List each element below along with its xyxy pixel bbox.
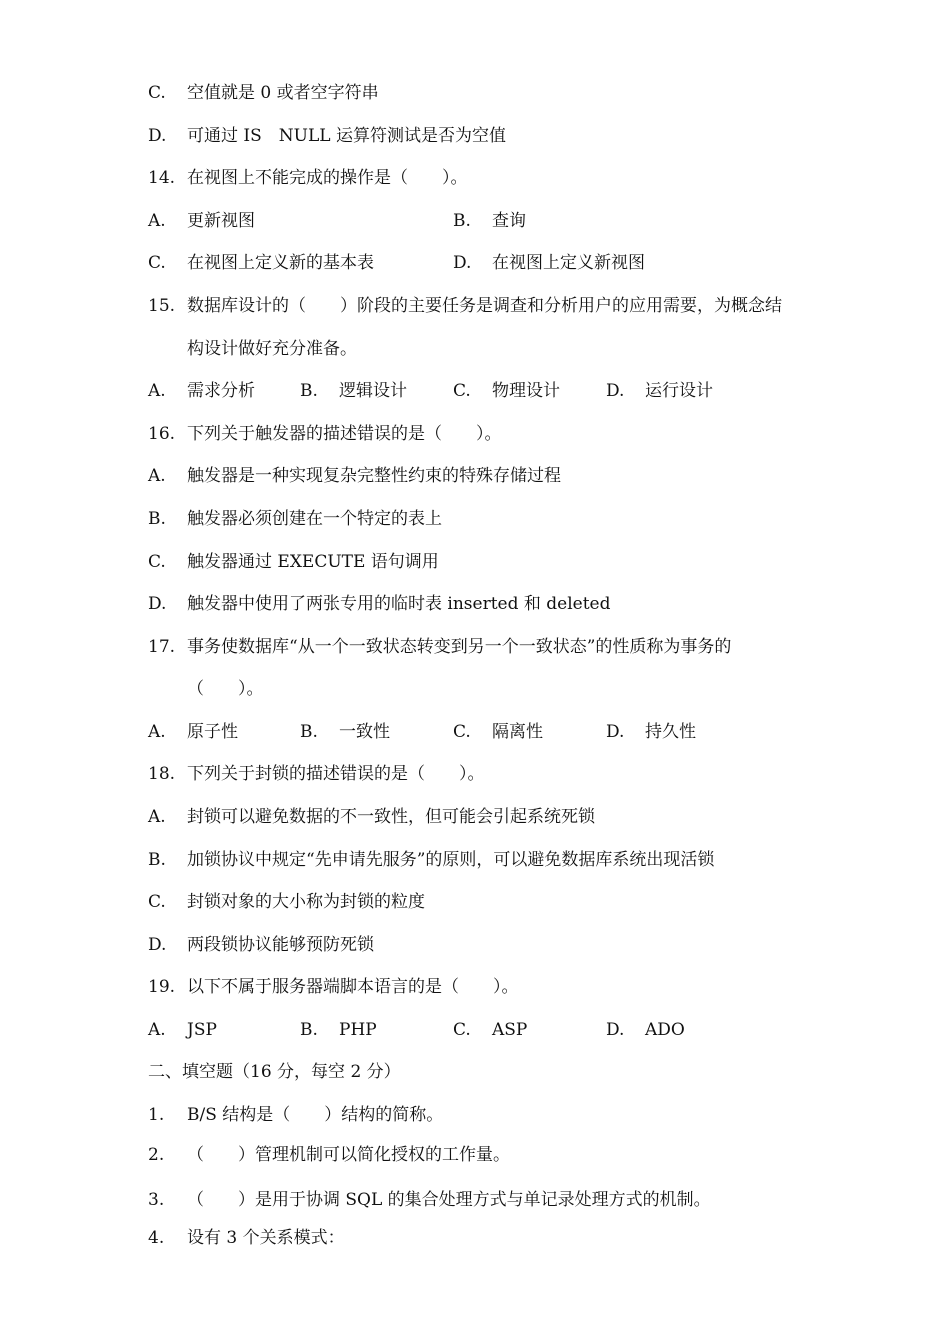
option-text: 封锁对象的大小称为封锁的粒度 — [187, 892, 425, 912]
option-text: 原子性 — [187, 722, 238, 742]
fill-item-1 — [148, 1104, 443, 1126]
question-stem: 下列关于触发器的描述错误的是（ ）。 — [187, 424, 502, 444]
question-stem-continued: 构设计做好充分准备。 — [187, 339, 357, 359]
option-text: 触发器是一种实现复杂完整性约束的特殊存储过程 — [187, 466, 561, 486]
option-label: B. — [300, 381, 318, 401]
option-a — [148, 1019, 217, 1041]
option-label: D. — [606, 1020, 625, 1040]
option-text: 一致性 — [339, 722, 390, 742]
option-c — [148, 891, 425, 913]
option-label: A. — [148, 211, 166, 231]
question-stem: 以下不属于服务器端脚本语言的是（ ）。 — [187, 977, 519, 997]
option-text: 可通过 IS NULL 运算符测试是否为空值 — [187, 126, 506, 146]
option-a — [148, 721, 238, 743]
question-18 — [148, 763, 485, 785]
option-label: B. — [148, 850, 166, 870]
option-text: ADO — [645, 1020, 685, 1040]
item-text: B/S 结构是（ ）结构的简称。 — [187, 1105, 444, 1125]
option-label: C. — [453, 722, 471, 742]
option-text: 逻辑设计 — [339, 381, 407, 401]
question-stem: 在视图上不能完成的操作是（ ）。 — [187, 168, 468, 188]
option-label: C. — [453, 381, 471, 401]
option-text: 空值就是 0 或者空字符串 — [187, 83, 379, 103]
option-label: D. — [148, 594, 167, 614]
option-b — [148, 849, 714, 871]
question-15 — [148, 295, 782, 317]
option-label: A. — [148, 466, 166, 486]
question-stem: 事务使数据库“从一个一致状态转变到另一个一致状态”的性质称为事务的 — [187, 637, 732, 657]
option-label: D. — [606, 381, 625, 401]
option-label: A. — [148, 722, 166, 742]
question-16 — [148, 423, 502, 445]
option-label: D. — [148, 126, 167, 146]
question-number: 14. — [148, 168, 176, 188]
option-c — [148, 82, 379, 104]
fill-item-4 — [148, 1227, 345, 1249]
option-text: PHP — [339, 1020, 377, 1040]
option-text: ASP — [492, 1020, 528, 1040]
option-b — [300, 721, 390, 743]
option-a — [148, 465, 561, 487]
option-label: B. — [300, 1020, 318, 1040]
option-c — [148, 551, 439, 573]
option-b — [300, 380, 407, 402]
question-number: 15. — [148, 296, 176, 316]
option-label: A. — [148, 807, 166, 827]
option-d — [453, 252, 645, 274]
fill-item-2 — [148, 1144, 510, 1166]
option-c — [148, 252, 374, 274]
option-text: 隔离性 — [492, 722, 543, 742]
option-b — [300, 1019, 377, 1041]
item-text: （ ）是用于协调 SQL 的集合处理方式与单记录处理方式的机制。 — [187, 1190, 711, 1210]
option-b — [148, 508, 442, 530]
option-label: D. — [453, 253, 472, 273]
option-text: 持久性 — [645, 722, 696, 742]
option-d — [606, 380, 713, 402]
option-label: C. — [148, 552, 166, 572]
option-label: D. — [148, 935, 167, 955]
item-number: 3. — [148, 1190, 165, 1210]
option-text: JSP — [187, 1020, 217, 1040]
option-text: 触发器中使用了两张专用的临时表 inserted 和 deleted — [187, 594, 611, 614]
option-label: D. — [606, 722, 625, 742]
option-text: 物理设计 — [492, 381, 560, 401]
question-number: 19. — [148, 977, 176, 997]
question-stem: 数据库设计的（ ）阶段的主要任务是调查和分析用户的应用需要，为概念结 — [187, 296, 782, 316]
option-d — [606, 1019, 685, 1041]
section-heading: 二、填空题（16 分，每空 2 分） — [148, 1062, 401, 1082]
option-label: B. — [300, 722, 318, 742]
option-a — [148, 210, 255, 232]
option-label: C. — [148, 253, 166, 273]
option-label: A. — [148, 1020, 166, 1040]
item-text: 设有 3 个关系模式： — [187, 1228, 345, 1248]
option-a — [148, 380, 255, 402]
option-label: B. — [148, 509, 166, 529]
item-text: （ ）管理机制可以简化授权的工作量。 — [187, 1145, 510, 1165]
question-14 — [148, 167, 468, 189]
item-number: 4. — [148, 1228, 165, 1248]
option-text: 在视图上定义新的基本表 — [187, 253, 374, 273]
question-number: 17. — [148, 637, 176, 657]
option-c — [453, 1019, 527, 1041]
option-label: C. — [148, 83, 166, 103]
option-d — [148, 125, 506, 147]
question-stem-continued: （ ）。 — [187, 679, 264, 699]
option-text: 需求分析 — [187, 381, 255, 401]
option-d — [148, 934, 374, 956]
question-17 — [148, 636, 731, 658]
option-text: 触发器必须创建在一个特定的表上 — [187, 509, 442, 529]
option-text: 两段锁协议能够预防死锁 — [187, 935, 374, 955]
option-text: 封锁可以避免数据的不一致性，但可能会引起系统死锁 — [187, 807, 595, 827]
question-stem: 下列关于封锁的描述错误的是（ ）。 — [187, 764, 485, 784]
option-text: 在视图上定义新视图 — [492, 253, 645, 273]
option-label: B. — [453, 211, 471, 231]
option-label: C. — [453, 1020, 471, 1040]
option-c — [453, 721, 543, 743]
option-d — [148, 593, 611, 615]
option-b — [453, 210, 526, 232]
option-text: 加锁协议中规定“先申请先服务”的原则，可以避免数据库系统出现活锁 — [187, 850, 715, 870]
option-d — [606, 721, 696, 743]
question-number: 18. — [148, 764, 176, 784]
option-text: 运行设计 — [645, 381, 713, 401]
item-number: 1. — [148, 1105, 165, 1125]
option-text: 触发器通过 EXECUTE 语句调用 — [187, 552, 439, 572]
option-text: 更新视图 — [187, 211, 255, 231]
question-number: 16. — [148, 424, 176, 444]
option-text: 查询 — [492, 211, 526, 231]
item-number: 2. — [148, 1145, 165, 1165]
fill-item-3 — [148, 1189, 711, 1211]
option-label: C. — [148, 892, 166, 912]
question-19 — [148, 976, 519, 998]
option-a — [148, 806, 595, 828]
option-label: A. — [148, 381, 166, 401]
option-c — [453, 380, 560, 402]
